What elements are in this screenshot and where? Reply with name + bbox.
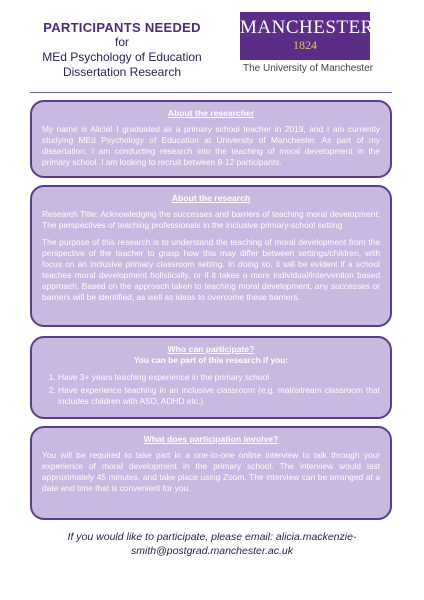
about-researcher-card (30, 100, 392, 178)
participation-text: You will be required to take part in a one-to-one online interview to talk through your experience of moral development in the primary school. The interview would last approximately 45 minutes, and take place using Zoom. The interview can be arranged at a date and time that is convenient for you. (42, 450, 380, 493)
who-subheading: You can be part of this research if you: (133, 355, 289, 365)
university-logo (240, 12, 374, 60)
logo-name: MANCHESTER (240, 17, 374, 38)
eligibility-list (42, 372, 380, 407)
list-item: 2. Have experience teaching in an inclusive classroom (e.g. mainstream classroom that includes children with ASD, ADHD etc.) (58, 385, 380, 407)
header-divider (30, 92, 392, 93)
university-name: The University of Manchester (242, 63, 374, 74)
list-item: 1. Have 3+ years teaching experience in the primary school (58, 372, 380, 383)
who-heading: Who can participate? (167, 344, 255, 354)
contact-text[interactable]: If you would like to participate, please email: alicia.mackenzie-smith@postgrad.manchester.ac.uk (67, 531, 357, 557)
about-research-card (30, 185, 392, 327)
about-researcher-heading: About the researcher (167, 108, 255, 118)
title-line-course: MEd Psychology of Education (42, 50, 202, 64)
title-line-for: for (114, 35, 129, 49)
logo-year: 1824 (293, 38, 317, 52)
participation-card (30, 426, 392, 520)
header (0, 0, 424, 92)
research-title-text: Research Title: Acknowledging the successes and barriers of teaching moral development: The perspectives of teaching professionals in the inclusive primary-school setting (42, 209, 380, 230)
title-line-dissertation: Dissertation Research (62, 65, 182, 79)
about-research-heading: About the research (171, 193, 251, 203)
who-can-participate-card (30, 336, 392, 419)
page-title: PARTICIPANTS NEEDED (43, 20, 201, 35)
title-block (22, 20, 222, 80)
participation-heading: What does participation involve? (143, 434, 279, 444)
research-purpose-text: The purpose of this research is to understand the teaching of moral development from the perspective of the teacher to grasp how this may differ between settings/children, with focus on an inclusive primary classroom setting. In doing so, it will be evident if a school teaches moral development holistically, or if it takes a more individual/intervention based approach. Based on the approach taken to teaching moral development, any successes or barriers will be identified, as well as ideas to overcome these barriers. (42, 237, 380, 302)
about-researcher-text: My name is Alicia! I graduated as a primary school teacher in 2019, and I am currently studying MEd Psychology of Education at University of Manchester. As part of my dissertation, I am conducting research into the teaching of moral development in the primary school. I am looking to recruit between 8-12 participants. (42, 124, 380, 167)
